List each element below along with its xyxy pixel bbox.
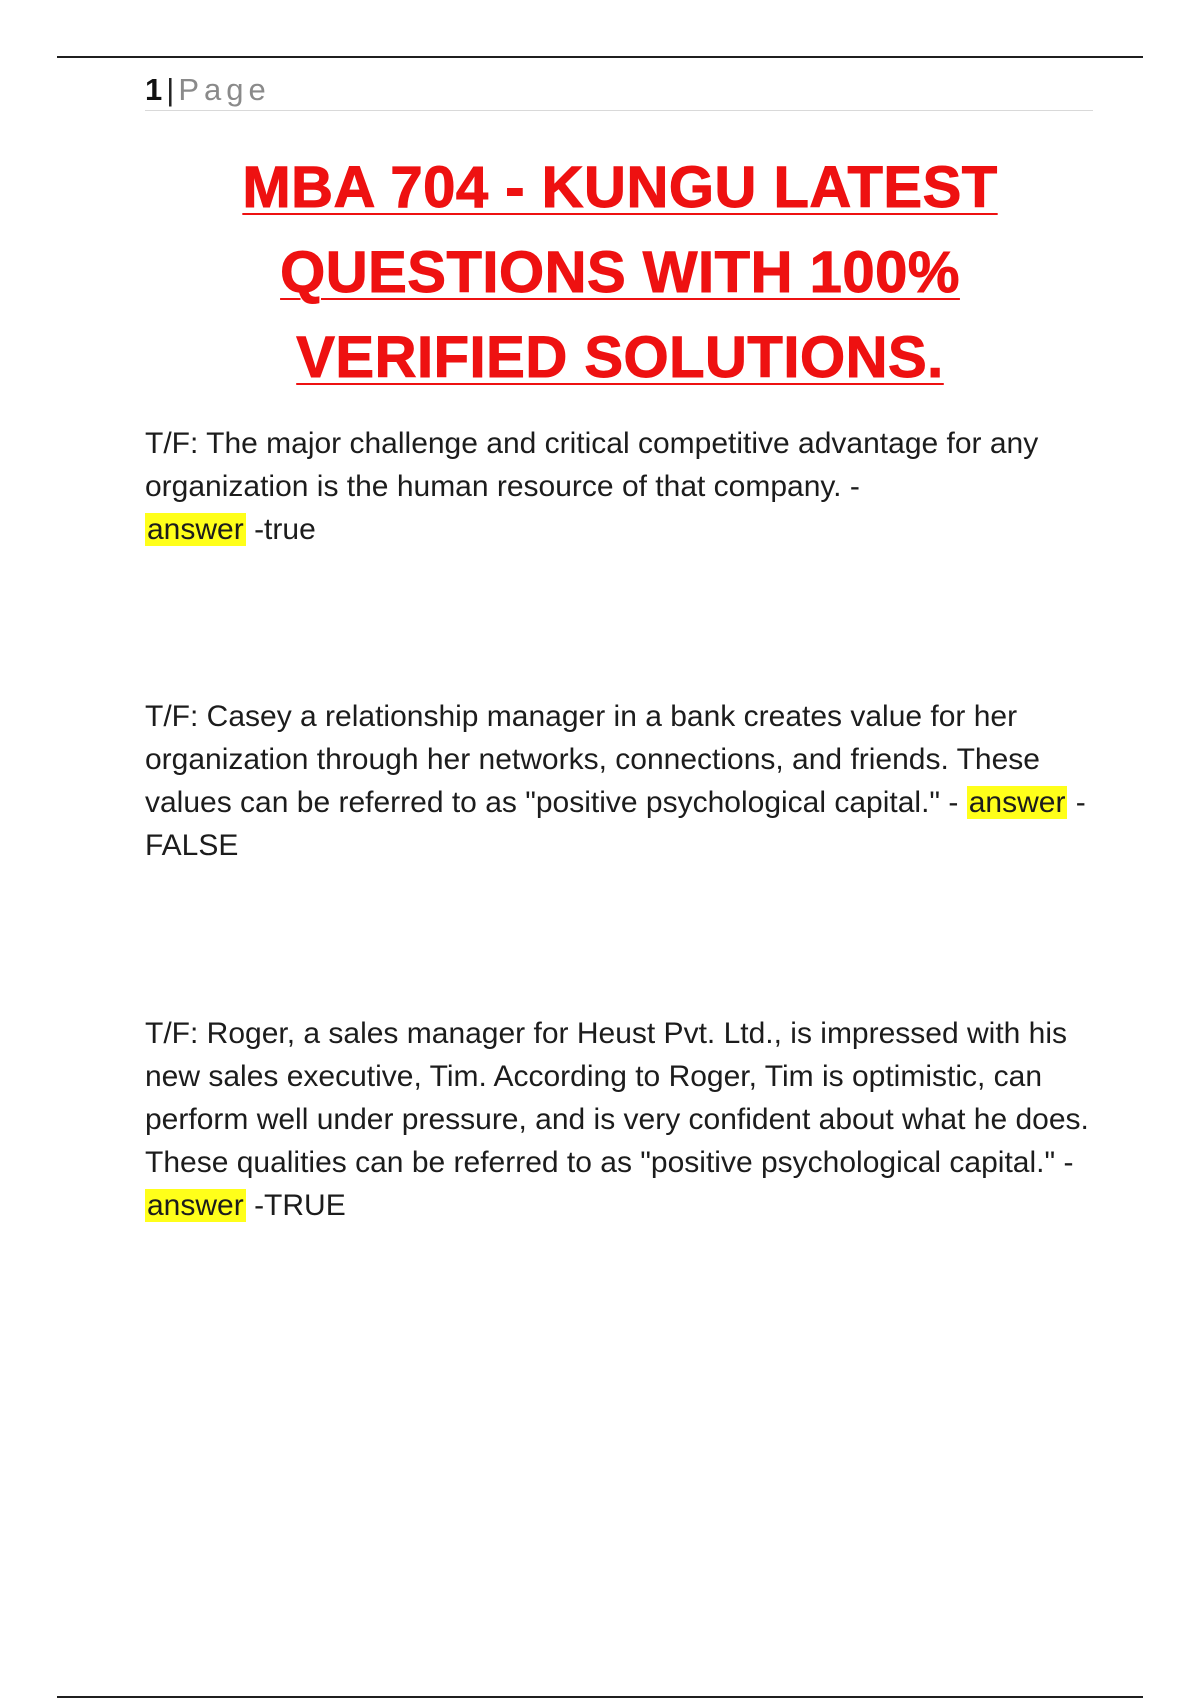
answer-highlight: answer [147,1189,244,1222]
page-header [145,70,1093,111]
question-3 [145,1012,1105,1227]
answer-highlight: answer [968,786,1066,819]
top-border-line [57,56,1143,58]
question-text: T/F: Casey a relationship manager in a bank creates value for her organization through her networks, connections, and friends. These values can be referred to as "positive psychological capital." - [145,700,1040,819]
question-text: T/F: Roger, a sales manager for Heust Pvt. Ltd., is impressed with his new sales executive, Tim. According to Roger, Tim is optimistic, can perform well under pressure, and is very confident about what he does. These qualities can be referred to as "positive psychological capital." - [145,1017,1089,1179]
title-line-2: QUESTIONS WITH 100% [280,240,960,305]
page-label: Page [178,72,271,107]
answer-value: -true [254,513,316,546]
question-text: T/F: The major challenge and critical competitive advantage for any organization is the human resource of that company. - [145,427,1039,503]
bottom-border-line [57,1696,1143,1698]
page-number: 1 [145,72,163,107]
question-2 [145,695,1105,867]
answer-value: -FALSE [145,786,1086,862]
page-separator: | [166,72,175,107]
document-title [0,145,1200,400]
title-line-3: VERIFIED SOLUTIONS. [296,325,944,390]
answer-highlight: answer [147,513,244,546]
question-1 [145,422,1105,551]
title-line-1: MBA 704 - KUNGU LATEST [242,155,998,220]
answer-value: -TRUE [254,1189,346,1222]
